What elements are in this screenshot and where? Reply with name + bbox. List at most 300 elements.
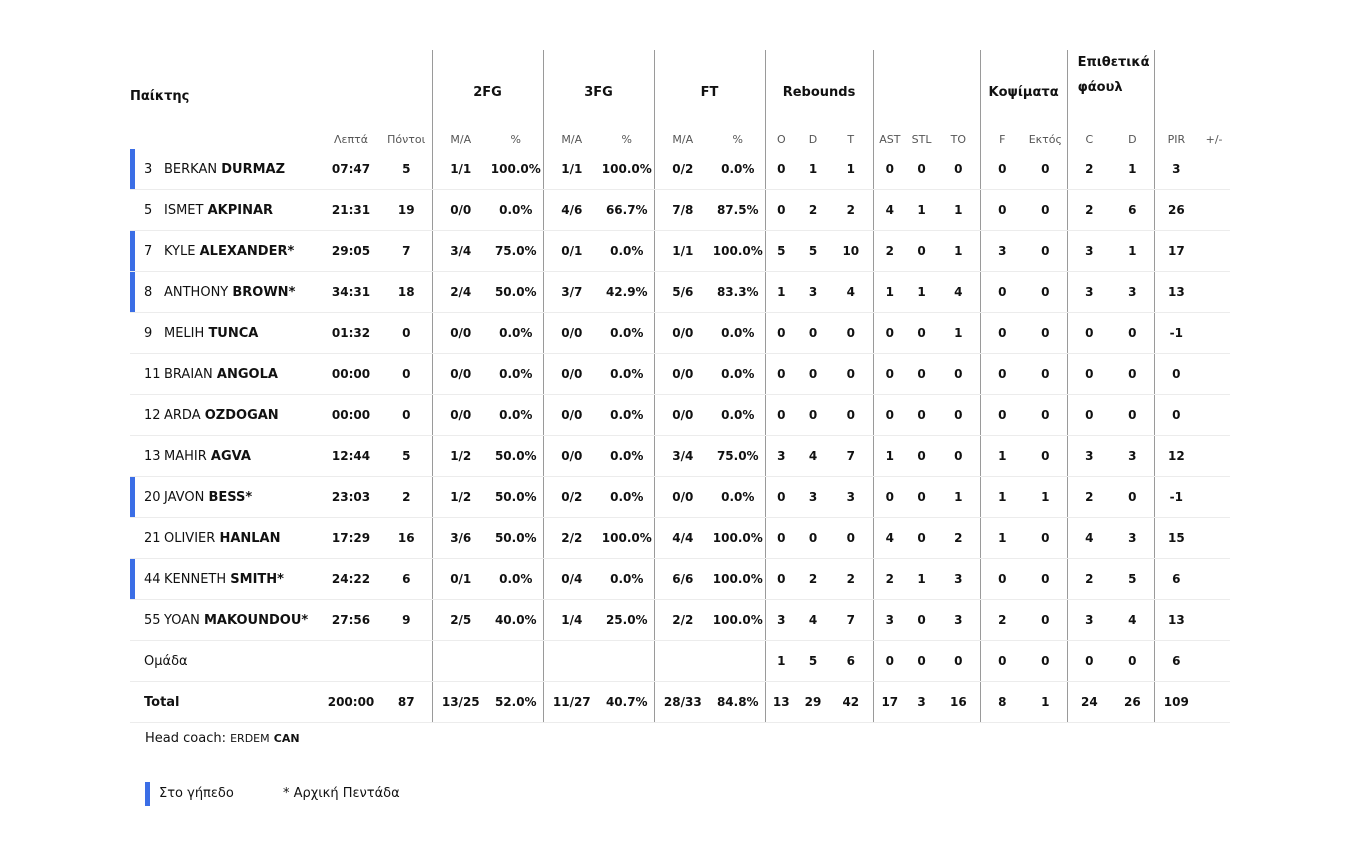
col-header-of-c: C <box>1067 106 1111 149</box>
stat-ft-pct: 100.0% <box>711 518 765 559</box>
col-header-3fg-pct: % <box>621 133 632 146</box>
stat-3fg-pct: 0.0% <box>600 313 654 354</box>
stat-2fg-pct: 50.0% <box>489 436 543 477</box>
stat-of-d: 0 <box>1111 354 1154 395</box>
player-row[interactable] <box>130 231 1230 272</box>
stat-ast: 2 <box>873 231 906 272</box>
stat-2fg-pct: 75.0% <box>489 231 543 272</box>
stat-of-d: 4 <box>1111 600 1154 641</box>
col-header-2fg-ma: M/A <box>432 106 489 149</box>
stat-to: 1 <box>937 231 980 272</box>
stat-ast: 1 <box>873 272 906 313</box>
stat-reb-t: 3 <box>829 477 873 518</box>
stat-2fg-pct: 0.0% <box>489 395 543 436</box>
stat-ft-ma: 2/2 <box>654 600 711 641</box>
stat-of-d: 3 <box>1111 518 1154 559</box>
stat-points: 0 <box>381 395 432 436</box>
stat-foul-f: 1 <box>980 477 1024 518</box>
player-row[interactable] <box>130 395 1230 436</box>
stat-minutes: 21:31 <box>321 190 381 231</box>
player-last-name: AGVA <box>210 448 251 464</box>
stat-ft-pct: 100.0% <box>711 559 765 600</box>
stat-ast: 0 <box>873 313 906 354</box>
stat-reb-o: 0 <box>765 518 797 559</box>
group-header-empty <box>321 50 432 106</box>
stat-minutes: 07:47 <box>321 149 381 190</box>
player-number: 7 <box>144 243 153 259</box>
col-header-players: Παίκτης <box>130 89 190 104</box>
stat-ft-ma: 7/8 <box>654 190 711 231</box>
player-row[interactable] <box>130 149 1230 190</box>
stat-stl: 1 <box>906 272 937 313</box>
player-row[interactable] <box>130 559 1230 600</box>
stat-minutes: 00:00 <box>321 354 381 395</box>
player-last-name: OZDOGAN <box>204 407 279 423</box>
stat-plus-minus <box>1198 518 1230 559</box>
col-header-2fg-pct: % <box>510 133 521 146</box>
total-stat-reb-o: 13 <box>765 682 797 723</box>
stat-ast: 4 <box>873 190 906 231</box>
player-row[interactable] <box>130 518 1230 559</box>
player-name-cell[interactable] <box>130 395 321 436</box>
stat-2fg-ma: 0/0 <box>432 190 489 231</box>
stat-to: 1 <box>937 190 980 231</box>
stat-ft-ma: 0/0 <box>654 313 711 354</box>
stat-pir: 12 <box>1154 436 1198 477</box>
total-stat-stl: 3 <box>906 682 937 723</box>
stat-of-c: 2 <box>1067 149 1111 190</box>
boxscore-body <box>130 149 1230 723</box>
player-name-cell[interactable] <box>130 272 321 313</box>
player-row[interactable] <box>130 436 1230 477</box>
player-last-name: ANGOLA <box>216 366 278 382</box>
stat-stl: 0 <box>906 149 937 190</box>
stat-stl: 0 <box>906 395 937 436</box>
stat-of-d: 1 <box>1111 231 1154 272</box>
col-header-foul-ext: Εκτός <box>1028 133 1062 146</box>
stat-reb-o: 3 <box>765 436 797 477</box>
stat-points: 2 <box>381 477 432 518</box>
stat-ft-ma: 1/1 <box>654 231 711 272</box>
stat-ft-ma: 3/4 <box>654 436 711 477</box>
legend-starters: * Αρχική Πεντάδα <box>283 786 400 801</box>
total-stat-to: 16 <box>937 682 980 723</box>
stat-foul-f: 2 <box>980 600 1024 641</box>
stat-stl: 0 <box>906 231 937 272</box>
on-court-marker <box>130 272 135 312</box>
total-stat-foul-ext: 1 <box>1024 682 1067 723</box>
stat-3fg-ma: 0/0 <box>543 436 600 477</box>
stat-ft-pct: 100.0% <box>711 231 765 272</box>
player-name-cell[interactable] <box>130 559 321 600</box>
stat-foul-ext: 0 <box>1024 354 1067 395</box>
head-coach <box>145 731 300 746</box>
total-row <box>130 682 1230 723</box>
stat-minutes: 24:22 <box>321 559 381 600</box>
player-last-name: TUNCA <box>208 325 259 341</box>
stat-points: 9 <box>381 600 432 641</box>
stat-3fg-ma: 0/0 <box>543 395 600 436</box>
stat-ast: 0 <box>873 477 906 518</box>
stat-foul-ext: 0 <box>1024 436 1067 477</box>
stat-2fg-ma: 0/0 <box>432 313 489 354</box>
stat-3fg-ma: 0/2 <box>543 477 600 518</box>
stat-points: 6 <box>381 559 432 600</box>
total-stat-3fg-pct: 40.7% <box>600 682 654 723</box>
stat-reb-t: 0 <box>829 395 873 436</box>
player-row[interactable] <box>130 477 1230 518</box>
stat-minutes: 00:00 <box>321 395 381 436</box>
stat-3fg-ma: 2/2 <box>543 518 600 559</box>
team-stat-reb-d: 5 <box>797 641 829 682</box>
stat-ast: 0 <box>873 354 906 395</box>
stat-of-c: 3 <box>1067 272 1111 313</box>
stat-2fg-ma: 3/4 <box>432 231 489 272</box>
stat-reb-t: 2 <box>829 190 873 231</box>
group-header-fouls: Κοψίματα <box>980 50 1067 106</box>
stat-foul-ext: 0 <box>1024 559 1067 600</box>
stat-of-c: 0 <box>1067 354 1111 395</box>
stat-plus-minus <box>1198 395 1230 436</box>
player-name-cell[interactable] <box>130 190 321 231</box>
stat-plus-minus <box>1198 190 1230 231</box>
stat-to: 3 <box>937 600 980 641</box>
stat-ft-ma: 0/0 <box>654 354 711 395</box>
stat-foul-f: 0 <box>980 395 1024 436</box>
stat-ft-pct: 0.0% <box>711 313 765 354</box>
team-row-label: Ομάδα <box>130 641 321 682</box>
stat-plus-minus <box>1198 354 1230 395</box>
player-row[interactable] <box>130 600 1230 641</box>
col-header-ast: AST <box>873 106 906 149</box>
stat-of-d: 5 <box>1111 559 1154 600</box>
player-number: 20 <box>144 489 161 505</box>
stat-stl: 1 <box>906 559 937 600</box>
stat-to: 0 <box>937 436 980 477</box>
stat-stl: 0 <box>906 518 937 559</box>
team-stat-ast: 0 <box>873 641 906 682</box>
stat-ft-ma: 0/2 <box>654 149 711 190</box>
stat-ft-pct: 87.5% <box>711 190 765 231</box>
stat-of-c: 0 <box>1067 313 1111 354</box>
stat-of-c: 2 <box>1067 190 1111 231</box>
stat-3fg-ma: 1/1 <box>543 149 600 190</box>
player-number: 44 <box>144 571 161 587</box>
stat-3fg-ma: 1/4 <box>543 600 600 641</box>
stat-reb-d: 1 <box>797 149 829 190</box>
player-first-name: ARDA <box>164 407 201 423</box>
stat-3fg-ma: 0/4 <box>543 559 600 600</box>
col-header-ft-ma: M/A <box>654 106 711 149</box>
stat-ft-ma: 4/4 <box>654 518 711 559</box>
stat-reb-t: 4 <box>829 272 873 313</box>
player-name-cell[interactable] <box>130 600 321 641</box>
stat-of-c: 3 <box>1067 600 1111 641</box>
stat-reb-o: 0 <box>765 559 797 600</box>
col-header-stl: STL <box>911 133 932 146</box>
col-header-reb-o: O <box>765 106 797 149</box>
stat-2fg-ma: 0/0 <box>432 354 489 395</box>
stat-of-d: 0 <box>1111 313 1154 354</box>
stat-points: 7 <box>381 231 432 272</box>
stat-of-d: 3 <box>1111 272 1154 313</box>
stat-2fg-ma: 1/2 <box>432 436 489 477</box>
stat-points: 0 <box>381 354 432 395</box>
stat-2fg-pct: 100.0% <box>489 149 543 190</box>
player-last-name: ALEXANDER* <box>199 243 295 259</box>
team-stat-foul-f: 0 <box>980 641 1024 682</box>
stat-reb-o: 0 <box>765 313 797 354</box>
player-row[interactable] <box>130 313 1230 354</box>
player-name-cell[interactable] <box>130 477 321 518</box>
player-first-name: ISMET <box>164 202 204 218</box>
stat-reb-d: 4 <box>797 436 829 477</box>
stat-reb-t: 0 <box>829 518 873 559</box>
team-stat-plus-minus <box>1198 641 1230 682</box>
stat-3fg-pct: 0.0% <box>600 436 654 477</box>
stat-2fg-pct: 0.0% <box>489 190 543 231</box>
stat-3fg-pct: 0.0% <box>600 477 654 518</box>
stat-minutes: 27:56 <box>321 600 381 641</box>
stat-3fg-pct: 0.0% <box>600 559 654 600</box>
stat-of-d: 3 <box>1111 436 1154 477</box>
team-stat-reb-o: 1 <box>765 641 797 682</box>
player-first-name: OLIVIER <box>164 530 216 546</box>
total-stat-ft-ma: 28/33 <box>654 682 711 723</box>
stat-foul-f: 0 <box>980 313 1024 354</box>
player-number: 8 <box>144 284 153 300</box>
team-stat-2fg-ma <box>432 641 489 682</box>
stat-plus-minus <box>1198 272 1230 313</box>
stat-3fg-ma: 4/6 <box>543 190 600 231</box>
stat-pir: 0 <box>1154 395 1198 436</box>
stat-of-c: 2 <box>1067 477 1111 518</box>
total-stat-plus-minus <box>1198 682 1230 723</box>
stat-foul-f: 0 <box>980 190 1024 231</box>
stat-pir: -1 <box>1154 313 1198 354</box>
stat-3fg-pct: 100.0% <box>600 149 654 190</box>
stat-3fg-pct: 66.7% <box>600 190 654 231</box>
stat-2fg-pct: 40.0% <box>489 600 543 641</box>
stat-to: 3 <box>937 559 980 600</box>
stat-minutes: 34:31 <box>321 272 381 313</box>
stat-of-d: 0 <box>1111 395 1154 436</box>
stat-2fg-ma: 1/2 <box>432 477 489 518</box>
total-stat-points: 87 <box>381 682 432 723</box>
stat-minutes: 12:44 <box>321 436 381 477</box>
stat-reb-d: 4 <box>797 600 829 641</box>
stat-ft-ma: 5/6 <box>654 272 711 313</box>
stat-ast: 0 <box>873 149 906 190</box>
player-first-name: KYLE <box>164 243 196 259</box>
stat-reb-d: 0 <box>797 313 829 354</box>
stat-foul-ext: 0 <box>1024 518 1067 559</box>
team-row <box>130 641 1230 682</box>
total-row-label: Total <box>130 682 321 723</box>
stat-foul-f: 0 <box>980 272 1024 313</box>
legend-on-court: Στο γήπεδο <box>159 786 234 801</box>
stat-reb-o: 0 <box>765 477 797 518</box>
stat-2fg-pct: 50.0% <box>489 272 543 313</box>
stat-to: 1 <box>937 313 980 354</box>
stat-reb-o: 0 <box>765 149 797 190</box>
player-last-name: DURMAZ <box>221 161 286 177</box>
stat-plus-minus <box>1198 600 1230 641</box>
stat-ast: 0 <box>873 395 906 436</box>
total-stat-reb-t: 42 <box>829 682 873 723</box>
team-stat-3fg-pct <box>600 641 654 682</box>
total-stat-2fg-ma: 13/25 <box>432 682 489 723</box>
stat-foul-ext: 0 <box>1024 190 1067 231</box>
stat-points: 0 <box>381 313 432 354</box>
stat-pir: 3 <box>1154 149 1198 190</box>
col-header-foul-f: F <box>980 106 1024 149</box>
stat-plus-minus <box>1198 313 1230 354</box>
on-court-marker <box>130 149 135 189</box>
player-name-cell[interactable] <box>130 231 321 272</box>
group-header-rebounds: Rebounds <box>765 50 873 106</box>
stat-foul-ext: 0 <box>1024 313 1067 354</box>
on-court-marker <box>130 559 135 599</box>
on-court-marker <box>130 231 135 271</box>
player-number: 12 <box>144 407 161 423</box>
stat-foul-f: 3 <box>980 231 1024 272</box>
stat-3fg-pct: 0.0% <box>600 354 654 395</box>
stat-2fg-ma: 0/1 <box>432 559 489 600</box>
stat-pir: 13 <box>1154 600 1198 641</box>
stat-3fg-ma: 0/0 <box>543 354 600 395</box>
player-number: 5 <box>144 202 153 218</box>
team-stat-reb-t: 6 <box>829 641 873 682</box>
team-stat-of-c: 0 <box>1067 641 1111 682</box>
stat-3fg-pct: 0.0% <box>600 231 654 272</box>
head-coach-last-name: CAN <box>273 732 300 745</box>
stat-minutes: 17:29 <box>321 518 381 559</box>
stat-pir: -1 <box>1154 477 1198 518</box>
stat-stl: 0 <box>906 477 937 518</box>
stat-reb-d: 5 <box>797 231 829 272</box>
stat-to: 2 <box>937 518 980 559</box>
stat-reb-d: 3 <box>797 477 829 518</box>
stat-2fg-ma: 1/1 <box>432 149 489 190</box>
player-first-name: MAHIR <box>164 448 207 464</box>
stat-plus-minus <box>1198 436 1230 477</box>
player-first-name: BRAIAN <box>164 366 213 382</box>
stat-pir: 17 <box>1154 231 1198 272</box>
stat-stl: 0 <box>906 313 937 354</box>
col-header-reb-t: T <box>847 133 855 146</box>
stat-points: 5 <box>381 149 432 190</box>
player-name-cell[interactable] <box>130 313 321 354</box>
on-court-marker <box>145 782 150 806</box>
stat-3fg-pct: 25.0% <box>600 600 654 641</box>
stat-pir: 15 <box>1154 518 1198 559</box>
team-stat-minutes <box>321 641 381 682</box>
stat-reb-o: 0 <box>765 190 797 231</box>
team-stat-3fg-ma <box>543 641 600 682</box>
group-header-2fg: 2FG <box>432 50 543 106</box>
stat-3fg-ma: 3/7 <box>543 272 600 313</box>
group-header-offensive-fouls: Επιθετικά φάουλ <box>1067 50 1154 106</box>
player-number: 9 <box>144 325 153 341</box>
player-name-cell[interactable] <box>130 354 321 395</box>
stat-ast: 1 <box>873 436 906 477</box>
stat-of-c: 0 <box>1067 395 1111 436</box>
stat-to: 0 <box>937 354 980 395</box>
stat-to: 0 <box>937 395 980 436</box>
total-stat-ft-pct: 84.8% <box>711 682 765 723</box>
stat-reb-t: 2 <box>829 559 873 600</box>
total-stat-reb-d: 29 <box>797 682 829 723</box>
stat-ft-ma: 0/0 <box>654 395 711 436</box>
stat-3fg-ma: 0/1 <box>543 231 600 272</box>
group-header-empty-2 <box>873 50 980 106</box>
player-name-cell[interactable] <box>130 149 321 190</box>
stat-foul-f: 1 <box>980 518 1024 559</box>
stat-foul-ext: 0 <box>1024 600 1067 641</box>
total-stat-3fg-ma: 11/27 <box>543 682 600 723</box>
player-name-cell[interactable] <box>130 436 321 477</box>
player-last-name: BESS* <box>208 489 253 505</box>
stat-2fg-ma: 3/6 <box>432 518 489 559</box>
stat-pir: 0 <box>1154 354 1198 395</box>
stat-to: 0 <box>937 149 980 190</box>
stat-points: 18 <box>381 272 432 313</box>
stat-foul-ext: 0 <box>1024 395 1067 436</box>
col-header-pir: PIR <box>1154 106 1198 149</box>
player-row[interactable] <box>130 190 1230 231</box>
stat-minutes: 23:03 <box>321 477 381 518</box>
stat-ast: 3 <box>873 600 906 641</box>
col-header-points: Πόντοι <box>387 133 426 146</box>
player-name-cell[interactable] <box>130 518 321 559</box>
player-row[interactable] <box>130 354 1230 395</box>
player-first-name: BERKAN <box>164 161 218 177</box>
stat-reb-t: 7 <box>829 600 873 641</box>
stat-2fg-ma: 2/4 <box>432 272 489 313</box>
stat-of-d: 1 <box>1111 149 1154 190</box>
stat-reb-d: 0 <box>797 395 829 436</box>
stat-reb-o: 1 <box>765 272 797 313</box>
col-header-to: TO <box>950 133 967 146</box>
stat-foul-ext: 0 <box>1024 149 1067 190</box>
player-last-name: MAKOUNDOU* <box>204 612 309 628</box>
stat-foul-f: 0 <box>980 354 1024 395</box>
team-stat-ft-ma <box>654 641 711 682</box>
stat-2fg-pct: 50.0% <box>489 477 543 518</box>
boxscore-table <box>130 50 1230 723</box>
stat-stl: 1 <box>906 190 937 231</box>
player-number: 13 <box>144 448 161 464</box>
header-group-row <box>130 50 1230 106</box>
col-header-minutes: Λεπτά <box>334 133 368 146</box>
stat-2fg-ma: 0/0 <box>432 395 489 436</box>
stat-2fg-pct: 0.0% <box>489 559 543 600</box>
stat-foul-f: 0 <box>980 149 1024 190</box>
stat-ft-pct: 75.0% <box>711 436 765 477</box>
stat-to: 1 <box>937 477 980 518</box>
stat-points: 5 <box>381 436 432 477</box>
stat-foul-ext: 0 <box>1024 231 1067 272</box>
col-header-of-d: D <box>1128 133 1137 146</box>
stat-of-c: 4 <box>1067 518 1111 559</box>
stat-of-c: 2 <box>1067 559 1111 600</box>
stat-reb-d: 0 <box>797 354 829 395</box>
stat-pir: 6 <box>1154 559 1198 600</box>
player-row[interactable] <box>130 272 1230 313</box>
boxscore-table-wrap <box>130 50 1230 723</box>
stat-reb-d: 2 <box>797 190 829 231</box>
